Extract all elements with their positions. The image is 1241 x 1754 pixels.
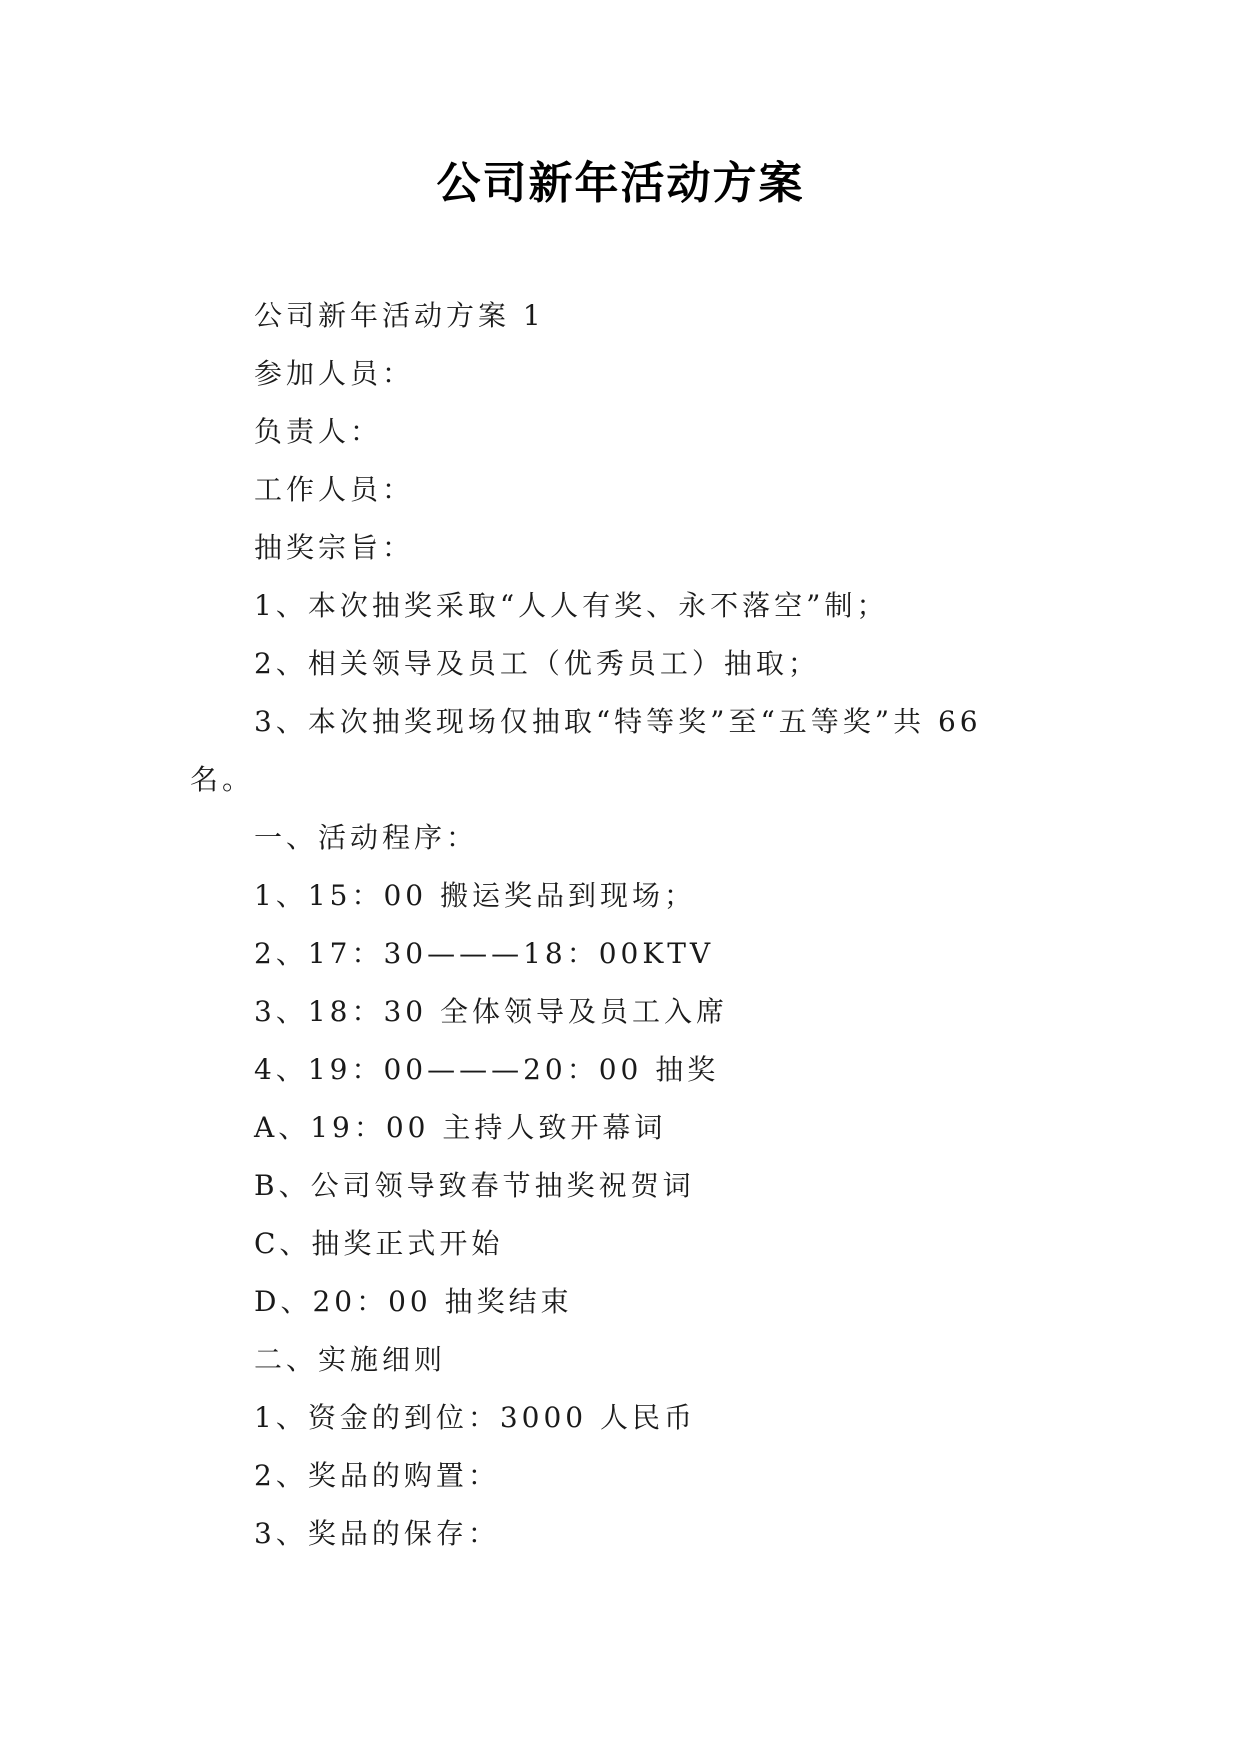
program-subitem-d: D、20：00 抽奖结束 — [254, 1285, 573, 1318]
purpose-item-3: 3、本次抽奖现场仅抽取“特等奖”至“五等奖”共 66 — [254, 705, 982, 738]
program-subitem-a: A、19：00 主持人致开幕词 — [254, 1111, 667, 1144]
field-participants: 参加人员： — [254, 357, 415, 390]
purpose-item-3-continuation: 名。 — [190, 763, 255, 796]
program-item-1: 1、15：00 搬运奖品到现场； — [254, 879, 696, 912]
program-subitem-c: C、抽奖正式开始 — [254, 1227, 504, 1260]
section-heading-implementation: 二、实施细则 — [254, 1343, 447, 1376]
purpose-item-1: 1、本次抽奖采取“人人有奖、永不落空”制； — [254, 589, 889, 622]
field-lottery-purpose: 抽奖宗旨： — [254, 531, 415, 564]
program-subitem-b: B、公司领导致春节抽奖祝贺词 — [254, 1169, 695, 1202]
implementation-item-2: 2、奖品的购置： — [254, 1459, 500, 1492]
purpose-item-2: 2、相关领导及员工（优秀员工）抽取； — [254, 647, 820, 680]
implementation-item-1: 1、资金的到位：3000 人民币 — [254, 1401, 696, 1434]
field-staff: 工作人员： — [254, 473, 415, 506]
document-title: 公司新年活动方案 — [436, 158, 805, 209]
program-item-4: 4、19：00———20：00 抽奖 — [254, 1053, 720, 1086]
document-body — [190, 287, 1070, 1563]
program-item-3: 3、18：30 全体领导及员工入席 — [254, 995, 728, 1028]
implementation-item-3: 3、奖品的保存： — [254, 1517, 500, 1550]
section-heading-program: 一、活动程序： — [254, 821, 479, 854]
plan-subtitle: 公司新年活动方案 1 — [254, 299, 545, 332]
program-item-2: 2、17：30———18：00KTV — [254, 937, 715, 970]
field-person-in-charge: 负责人： — [254, 415, 383, 448]
